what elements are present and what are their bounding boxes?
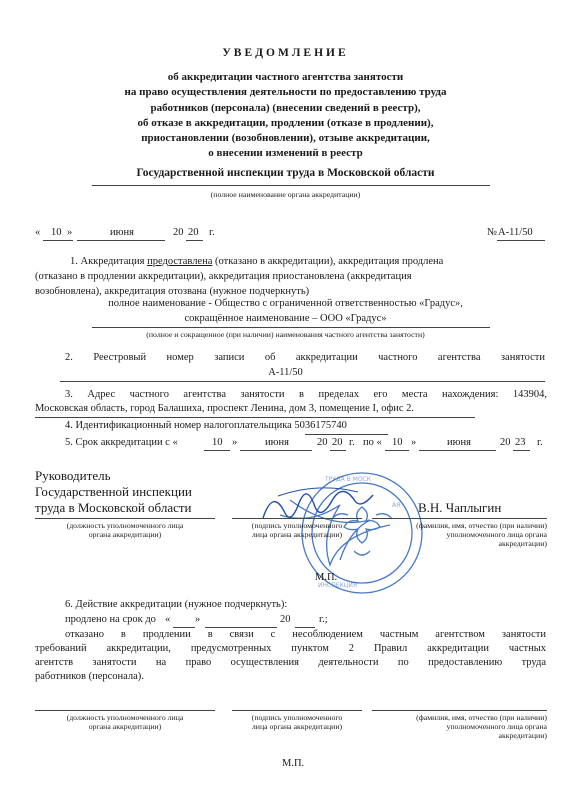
to-close: » (411, 437, 417, 448)
year-suffix: 20 (188, 227, 199, 238)
divider (92, 185, 490, 186)
section-1-line: возобновлена), аккредитация отозвана (нужное подчеркнуть) (35, 286, 310, 298)
date-month: июня (110, 227, 134, 238)
caption-line: органа аккредитации) (88, 722, 162, 731)
number-label: № (487, 227, 498, 238)
from-year: 20 (332, 437, 343, 448)
divider (305, 434, 388, 435)
divider (372, 518, 547, 519)
caption-name (372, 521, 547, 548)
underline (497, 240, 545, 241)
caption-line: лица органа аккредитации) (251, 530, 343, 539)
subtitle-line: на право осуществления деятельности по предоставлению труда (124, 86, 447, 99)
underline (205, 627, 277, 628)
underline (173, 627, 195, 628)
to-day: 10 (392, 437, 403, 448)
section-6-refused-2: требований аккредитации, предусмотренных пунктом 2 Правил аккредитации частных (35, 643, 546, 654)
to-year-prefix: 20 (500, 437, 511, 448)
svg-text:ИНСПЕКЦИЯ: ИНСПЕКЦИЯ (318, 582, 358, 589)
to-label: по « (363, 437, 382, 448)
to-year: 23 (515, 437, 526, 448)
seal-placeholder: М.П. (315, 572, 338, 583)
divider (232, 710, 362, 711)
caption-line: лица органа аккредитации) (251, 722, 343, 731)
registry-number: А-11/50 (268, 367, 303, 378)
caption-line: уполномоченного лица органа (446, 530, 547, 539)
agency-short-name: сокращённое наименование – ООО «Градус» (184, 313, 387, 324)
section-6-refused-1: отказано в продлении в связи с несоблюдением частным агентством занятости (65, 629, 546, 640)
section-2-text: 2. Реестровый номер записи об аккредитации частного агентства занятости (65, 352, 545, 363)
authority-name: Государственной инспекции труда в Московской области (136, 167, 435, 179)
underline (295, 627, 315, 628)
caption-line: (должность уполномоченного лица (66, 521, 184, 530)
subtitle-line: о внесении изменений в реестр (208, 147, 363, 160)
from-month: июня (265, 437, 289, 448)
caption-position (35, 521, 215, 539)
ext-year-prefix: 20 (280, 614, 291, 625)
section-6-refused-4: работников (персонала). (35, 671, 144, 682)
document-number: А-11/50 (498, 227, 533, 238)
caption-line: уполномоченного лица органа (446, 722, 547, 731)
caption-line: (должность уполномоченного лица (66, 713, 184, 722)
signer-name: В.Н. Чаплыгин (418, 500, 502, 515)
section-1-lead: 1. Аккредитация (70, 256, 148, 267)
authority-caption: (полное наименование органа аккредитации) (210, 190, 361, 199)
agency-caption: (полное и сокращенное (при наличии) наименования частного агентства занятости) (146, 330, 425, 339)
divider (35, 518, 215, 519)
signer-position (35, 468, 192, 516)
bottom-seal-placeholder: М.П. (282, 758, 305, 769)
ext-quote-open: « (165, 614, 171, 625)
divider (35, 710, 215, 711)
section-5 (65, 437, 555, 453)
from-year-prefix: 20 (317, 437, 328, 448)
agency-full-name: полное наименование - Общество с ограниченной ответственностью «Градус», (108, 298, 463, 309)
from-day: 10 (212, 437, 223, 448)
signer-position-line: Руководитель (35, 468, 111, 483)
quote-close: » (67, 227, 73, 238)
year-tail: г. (209, 227, 215, 238)
document-subtitle (0, 70, 571, 162)
section-1-granted: предоставлена (147, 256, 213, 267)
underline (513, 450, 530, 451)
section-6-refused-3: агентств занятости на право осуществления деятельности по предоставлению труда (35, 657, 546, 668)
underline (385, 450, 409, 451)
signer-position-line: труда в Московской области (35, 500, 192, 515)
section-1-line: (отказано в продлении аккредитации), аккредитация приостановлена (аккредитация (35, 271, 412, 283)
quote-open: « (35, 227, 41, 238)
svg-text:АЯ: АЯ (392, 502, 401, 509)
caption-line: органа аккредитации) (88, 530, 162, 539)
signer-position-line: Государственной инспекции (35, 484, 192, 499)
section-3-line1: 3. Адрес частного агентства занятости в пределах его места нахождения: 143904, (65, 389, 547, 400)
divider (60, 381, 545, 382)
to-g: г. (537, 437, 543, 448)
subtitle-line: приостановлении (возобновлении), отзыве аккредитации, (141, 132, 430, 145)
underline (43, 240, 73, 241)
date-line (35, 227, 535, 243)
section-6-lead: 6. Действие аккредитации (нужное подчеркнуть): (65, 599, 288, 610)
section-4-text: 4. Идентификационный номер налогоплательщика 5036175740 (65, 420, 347, 431)
ext-quote-close: » (195, 614, 201, 625)
subtitle-line: об аккредитации частного агентства занятости (167, 71, 404, 83)
underline (330, 450, 346, 451)
section-3-line2: Московская область, город Балашиха, проспект Ленина, дом 3, помещение I, офис 2. (35, 403, 415, 414)
section-1-rest: (отказано в аккредитации), аккредитация продлена (212, 256, 444, 267)
caption-line: (подпись уполномоченного (251, 713, 343, 722)
underline (204, 450, 230, 451)
bottom-caption-name (372, 713, 547, 740)
ext-year-tail: г.; (319, 614, 328, 625)
to-month: июня (447, 437, 471, 448)
underline (186, 240, 203, 241)
from-g: г. (349, 437, 355, 448)
extended-label: продлено на срок до (65, 614, 156, 625)
underline (240, 450, 312, 451)
caption-line: аккредитации) (498, 731, 547, 740)
bottom-caption-position (35, 713, 215, 731)
date-day: 10 (51, 227, 62, 238)
divider (35, 417, 475, 418)
from-close: » (232, 437, 238, 448)
section-1-line (35, 254, 545, 269)
underline (77, 240, 165, 241)
caption-line: (фамилия, имя, отчество (при наличии) (416, 521, 547, 530)
document-title: УВЕДОМЛЕНИЕ (222, 47, 349, 59)
subtitle-line: об отказе в аккредитации, продлении (отказе в продлении), (137, 116, 434, 129)
year-prefix: 20 (173, 227, 184, 238)
section-5-lead: 5. Срок аккредитации с « (65, 437, 178, 448)
underline (419, 450, 496, 451)
caption-line: аккредитации) (498, 539, 547, 548)
section-6-extended (65, 614, 465, 630)
divider (372, 710, 547, 711)
handwritten-signature (258, 478, 378, 528)
caption-line: (фамилия, имя, отчество (при наличии) (416, 713, 547, 722)
subtitle-line: работников (персонала) (внесении сведений в реестр), (150, 101, 421, 114)
svg-text:ТРУДА В МОСК: ТРУДА В МОСК (325, 476, 372, 483)
section-1 (35, 254, 545, 300)
caption-line: (подпись уполномоченного (251, 521, 343, 530)
divider (92, 327, 490, 328)
bottom-caption-signature (232, 713, 362, 731)
